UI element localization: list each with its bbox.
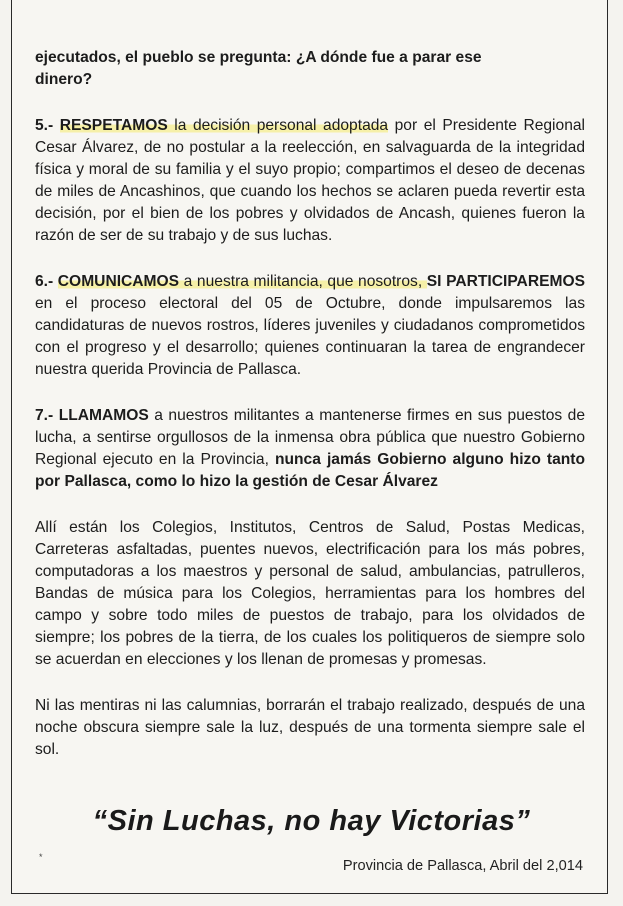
item-7-text: a nuestros militantes a mantenerse firmes en sus puestos de lucha, a sentirse orgullosos de la inmensa obra pública que nuestro Gobierno Regional ejecuto en la Provincia,	[35, 407, 585, 468]
item-6-text: en el proceso electoral del 05 de Octubre, donde impulsaremos las candidaturas de nuevos rostros, líderes juveniles y ciudadanos comprometidos con el progreso y el desarrollo; quienes continuaran la tarea de engrandecer nuestra querida Provincia de Pallasca.	[35, 295, 585, 378]
closing-paragraph: Ni las mentiras ni las calumnias, borrarán el trabajo realizado, después de una noche obscura siempre sale la luz, después de una tormenta siempre sale el sol.	[35, 697, 585, 758]
asterisk-mark: *	[39, 852, 43, 862]
item-5-number: 5.-	[35, 117, 60, 134]
item-7-number: 7.-	[35, 407, 59, 424]
item-7-paragraph	[35, 405, 585, 493]
item-5-text: por el Presidente Regional Cesar Álvarez, de no postular a la reelección, en salvaguarda de la integridad física y moral de su familia y el suyo propio; compartimos el deseo de decenas de miles de Ancashinos, que cuando los hechos se aclaren pueda revertir esta decisión, por el bien de los pobres y olvidados de Ancash, quienes fueron la razón de ser de su trabajo y de sus luchas.	[35, 117, 585, 244]
item-7-emphasis: nunca jamás Gobierno alguno hizo tanto por Pallasca, como lo hizo la gestión de Cesar Álvarez	[35, 451, 586, 490]
item-5-paragraph: 5.- RESPETAMOS la decisión personal adoptada por el Presidente Regional Cesar Álvarez, de no postular a la reelección, en salvaguarda de la integridad física y moral de su familia y el suyo propio; compartimos el deseo de decenas de miles de Ancashinos, que cuando los hechos se aclaren pueda revertir esta decisión, por el bien de los pobres y olvidados de Ancash, quienes fueron la razón de ser de su trabajo y de sus luchas.	[35, 117, 585, 244]
item-7-keyword: LLAMAMOS	[58, 407, 149, 424]
item-6-paragraph: 6.- COMUNICAMOS a nuestra militancia, que nosotros, SI PARTICIPAREMOS en el proceso electoral del 05 de Octubre, donde impulsaremos las candidaturas de nuevos rostros, líderes juveniles y ciudadanos comprometidos con el progreso y el desarrollo; quienes continuaran la tarea de engrandecer nuestra querida Provincia de Pallasca.	[35, 273, 586, 378]
document-body	[35, 47, 585, 761]
works-paragraph: Allí están los Colegios, Institutos, Centros de Salud, Postas Medicas, Carreteras asfaltadas, puentes nuevos, electrificación para los más pobres, computadoras a los maestros y personal de salud, ambulancias, patrulleros, Bandas de música para los Colegios, herramientas para los hombres del campo y sobre todo miles de puestos de trabajo, para los olvidados de siempre; los pobres de la tierra, de los cuales los politiqueros de siempre solo se acuerdan en elecciones y los llenan de promesas y promesas.	[35, 519, 585, 668]
intro-paragraph: ejecutados, el pueblo se pregunta: ¿A dónde fue a parar ese dinero?	[35, 49, 482, 88]
item-5-keyword: RESPETAMOS	[59, 117, 168, 134]
footer-signature: Provincia de Pallasca, Abril del 2,014	[342, 858, 583, 874]
item-6-emphasis: SI PARTICIPAREMOS	[426, 273, 586, 290]
item-6-number: 6.-	[35, 273, 58, 290]
item-6-keyword: COMUNICAMOS	[57, 273, 180, 290]
motto-heading: “Sin Luchas, no hay Victorias”	[92, 805, 531, 837]
